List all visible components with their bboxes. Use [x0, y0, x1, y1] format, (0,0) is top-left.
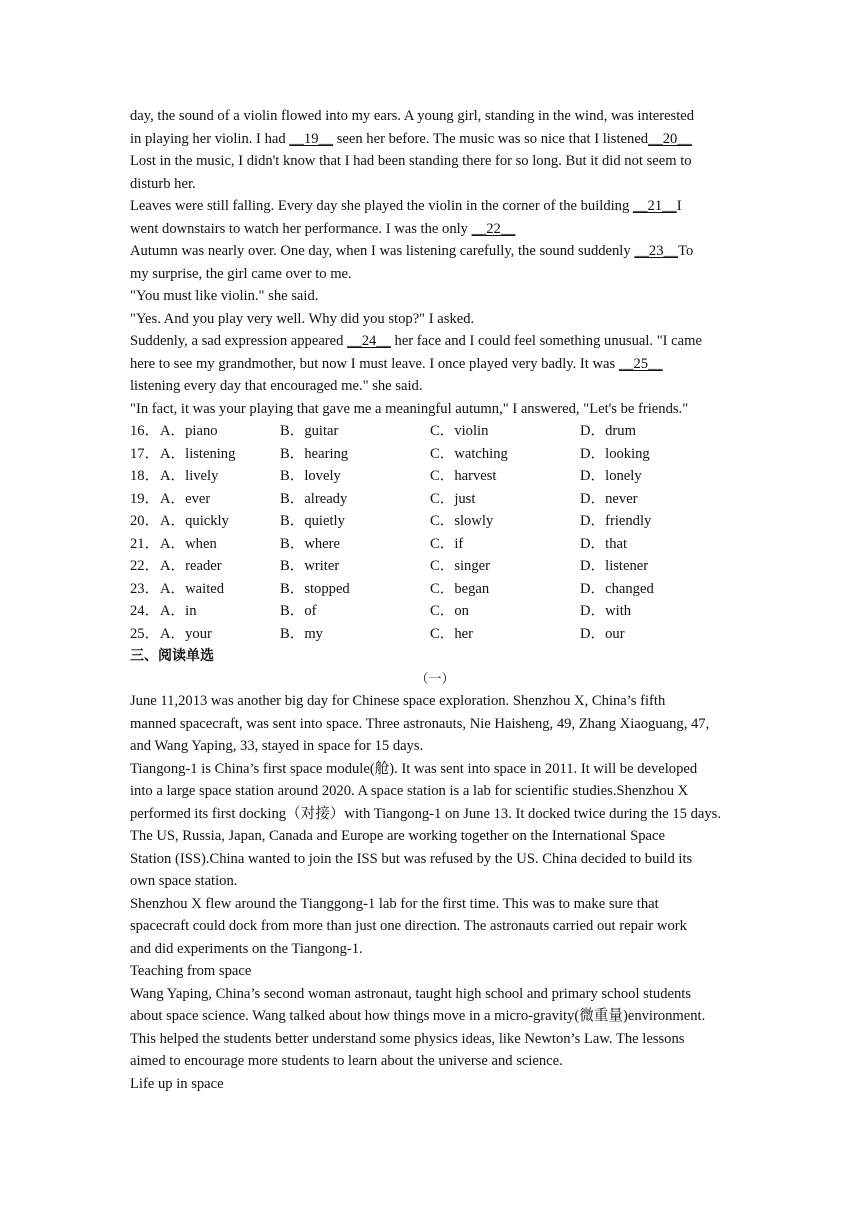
reading-line: Life up in space: [130, 1075, 224, 1092]
reading-line: spacecraft could dock from more than just one direction. The astronauts carried out repair work: [130, 918, 687, 934]
option-row: 21． A．when B．where C．if D．that: [130, 535, 628, 552]
reading-line: performed its first docking（对接）with Tiangong-1 on June 13. It docked twice during the 15 days.: [130, 805, 721, 822]
blank-20: __20__: [648, 130, 692, 147]
reading-line: June 11,2013 was another big day for Chinese space exploration. Shenzhou X, China’s fifth: [130, 693, 666, 709]
passage-line: Autumn was nearly over. One day, when I was listening carefully, the sound suddenly __23__To: [130, 243, 694, 259]
blank-25: __25__: [618, 355, 663, 372]
reading-line: manned spacecraft, was sent into space. Three astronauts, Nie Haisheng, 49, Zhang Xiaoguang, 47,: [130, 715, 710, 732]
reading-line: Teaching from space: [130, 963, 252, 979]
section-title: 三、阅读单选: [130, 648, 214, 664]
sub-title: （一）: [415, 670, 455, 686]
passage-line: here to see my grandmother, but now I must leave. I once played very badly. It was __25__: [130, 355, 663, 372]
passage-line: "Yes. And you play very well. Why did you stop?" I asked.: [130, 310, 475, 327]
passage-line: "You must like violin." she said.: [130, 288, 319, 304]
passage-line: Lost in the music, I didn't know that I had been standing there for so long. But it did not seem to: [130, 153, 692, 169]
reading-line: Tiangong-1 is China’s first space module(舱). It was sent into space in 2011. It will be developed: [130, 760, 698, 777]
option-row: 25． A．your B．my C．her D．our: [130, 625, 625, 642]
option-row: 24． A．in B．of C．on D．with: [130, 603, 632, 619]
passage-line: Suddenly, a sad expression appeared __24__ her face and I could feel something unusual. "I came: [130, 333, 702, 349]
option-row: 19． A．ever B．already C．just D．never: [130, 490, 638, 507]
reading-line: This helped the students better understand some physics ideas, like Newton’s Law. The lessons: [130, 1030, 685, 1047]
answer-options: [130, 420, 740, 645]
passage-line: in playing her violin. I had __19__ seen her before. The music was so nice that I listened__20__: [130, 130, 692, 147]
option-row: 16． A．piano B．guitar C．violin D．drum: [130, 423, 636, 439]
blank-19: __19__: [289, 130, 334, 147]
reading-line: and Wang Yaping, 33, stayed in space for 15 days.: [130, 738, 424, 754]
blank-23: __23__: [634, 243, 679, 259]
passage-line: went downstairs to watch her performance. I was the only __22__: [130, 220, 516, 237]
passage-line: "In fact, it was your playing that gave me a meaningful autumn," I answered, "Let's be friends.": [130, 400, 689, 417]
reading-line: Wang Yaping, China’s second woman astronaut, taught high school and primary school students: [130, 985, 692, 1002]
passage-line: my surprise, the girl came over to me.: [130, 265, 352, 282]
passage-line: day, the sound of a violin flowed into my ears. A young girl, standing in the wind, was interested: [130, 108, 695, 124]
reading-line: Shenzhou X flew around the Tianggong-1 lab for the first time. This was to make sure that: [130, 895, 659, 912]
reading-line: aimed to encourage more students to learn about the universe and science.: [130, 1053, 563, 1069]
passage-line: disturb her.: [130, 175, 196, 192]
option-row: 20． A．quickly B．quietly C．slowly D．friendly: [130, 513, 652, 529]
option-row: 18． A．lively B．lovely C．harvest D．lonely: [130, 468, 642, 484]
passage-line: Leaves were still falling. Every day she played the violin in the corner of the building __21__I: [130, 198, 682, 214]
reading-line: and did experiments on the Tiangong-1.: [130, 940, 363, 957]
reading-line: The US, Russia, Japan, Canada and Europe are working together on the International Space: [130, 828, 665, 844]
option-row: 23． A．waited B．stopped C．began D．changed: [130, 580, 654, 597]
reading-line: into a large space station around 2020. A space station is a lab for scientific studies.Shenzhou X: [130, 783, 689, 799]
reading-line: own space station.: [130, 873, 238, 889]
reading-line: Station (ISS).China wanted to join the ISS but was refused by the US. China decided to build its: [130, 850, 693, 867]
blank-21: __21__: [632, 198, 677, 214]
option-row: 22． A．reader B．writer C．singer D．listener: [130, 558, 649, 574]
blank-24: __24__: [347, 333, 391, 349]
passage-line: listening every day that encouraged me." she said.: [130, 378, 423, 394]
reading-passage: [130, 690, 740, 1095]
reading-line: about space science. Wang talked about how things move in a micro-gravity(微重量)environment.: [130, 1008, 706, 1024]
cloze-passage: [130, 105, 740, 1095]
blank-22: __22__: [471, 220, 516, 237]
option-row: 17． A．listening B．hearing C．watching D．looking: [130, 445, 650, 462]
